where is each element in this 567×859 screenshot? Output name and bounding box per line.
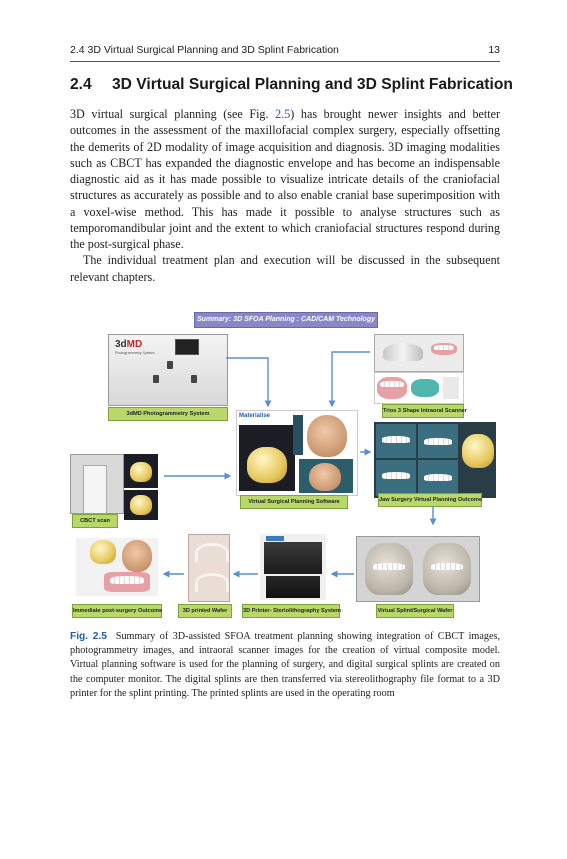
- arrow-intraoral-to-vsp: [332, 352, 370, 406]
- paragraph-2: The individual treatment plan and execution will be discussed in the subsequent relevant chapters.: [70, 253, 500, 284]
- body-text: [70, 106, 500, 285]
- caption-text: Summary of 3D-assisted SFOA treatment planning showing integration of CBCT images, photogrammetry images, and intraoral scanner images for the creation of virtual composite model. Virtual planning software is used for the planning of surgery, and digital surgical splints are created on the computer monitor. The digital splints are then transferred via stereolithography file format to a 3D printer for the splint printing. The printed splints are used in the operating room: [70, 631, 501, 699]
- page-number: 13: [488, 44, 500, 56]
- label-post-surgery: Immediate post-surgery Outcome: [72, 604, 162, 618]
- label-virtual-splint: Virtual Splint/Surgical Wafer: [376, 604, 454, 618]
- label-printed-wafer: 3D printed Wafer: [178, 604, 232, 618]
- section-title: 3D Virtual Surgical Planning and 3D Splint Fabrication: [112, 76, 513, 93]
- materialise-logo: Materialise: [239, 413, 271, 419]
- label-jaw-outcome: Jaw Surgery Virtual Planning Outcome: [378, 493, 482, 507]
- figure-caption: [70, 630, 500, 701]
- running-head-title: 2.4 3D Virtual Surgical Planning and 3D Splint Fabrication: [70, 44, 339, 56]
- figure-label: Fig. 2.5: [70, 631, 107, 642]
- figure-title-box: Summary: 3D SFOA Planning : CAD/CAM Technology: [194, 312, 378, 328]
- section-heading: [70, 76, 513, 94]
- label-vsp-software: Virtual Surgical Planning Software: [240, 495, 348, 509]
- running-head: [70, 44, 500, 60]
- header-rule: [70, 61, 500, 62]
- label-cbct: CBCT scan: [72, 514, 118, 528]
- photogrammetry-photo: 3dMD Photogrammetry System: [108, 334, 228, 406]
- label-intraoral: Trios 3 Shape Intraoral Scanner: [382, 404, 464, 418]
- label-photogrammetry: 3dMD Photogrammetry System: [108, 407, 228, 421]
- label-printer: 3D Printer- Steriolithography System: [242, 604, 340, 618]
- figure-2-5: [70, 306, 500, 620]
- section-number: 2.4: [70, 76, 92, 93]
- flow-arrows: [70, 306, 500, 620]
- arrow-photogrammetry-to-vsp: [226, 358, 268, 406]
- 3dmd-logo: 3dMD: [115, 339, 143, 350]
- figure-reference-link[interactable]: 2.5: [275, 107, 291, 121]
- paragraph-1: 3D virtual surgical planning (see Fig. 2.5) has brought newer insights and better outcomes in the assessment of the maxillofacial complex surgery, especially offsetting the demerits of 2D modality of image acquisition and diagnosis. 3D imaging modalities such as CBCT has expanded the diagnostic envelope and has become an indispensable diagnostic aid as it has made possible to visualize intricate details of the craniofacial structures as accurately as possible and to also enable cranial base superimposition with a voxel-wise method. This has made it possible to analyse structures such as temporomandibular joint and the extent to which craniofacial structures respond during the post-surgical phase.: [70, 107, 500, 251]
